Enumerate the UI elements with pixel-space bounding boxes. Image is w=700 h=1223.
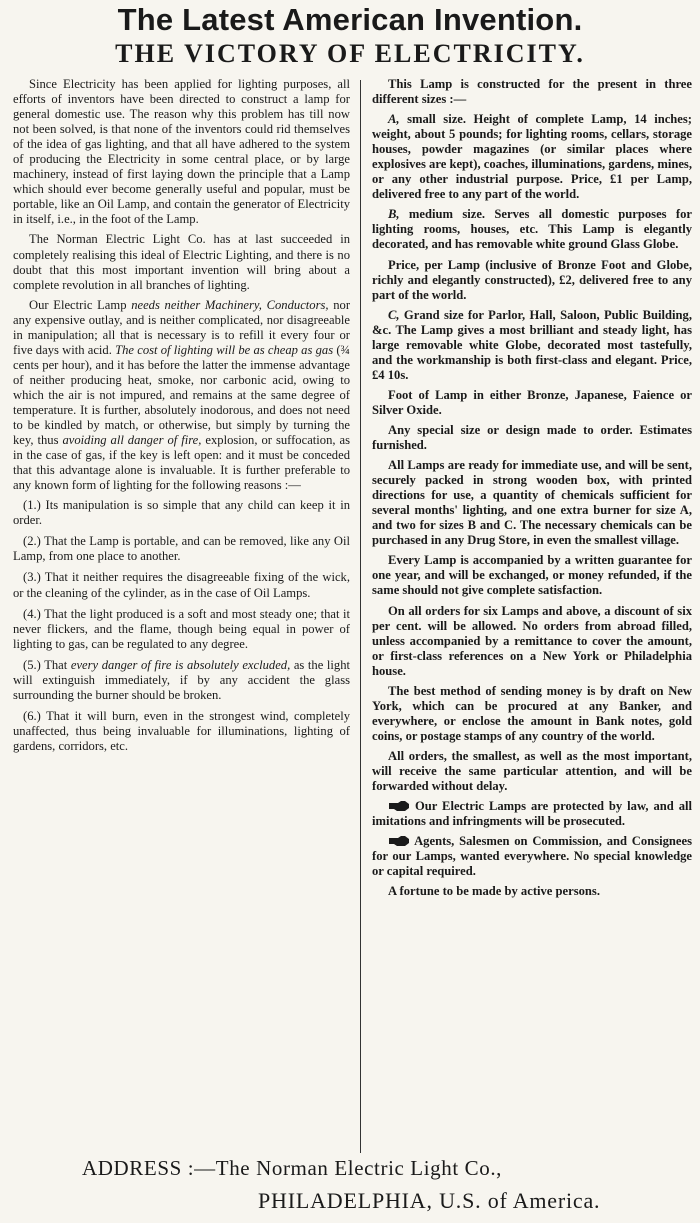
reason-3: (3.) That it neither requires the disagreeable fixing of the wick, or the cleaning of the cylinder, as in the case of Oil Lamps.	[13, 570, 350, 600]
reason-1: (1.) Its manipulation is so simple that any child can keep it in order.	[13, 498, 350, 528]
lamp-description-paragraph: Our Electric Lamp needs neither Machinery, Conductors, nor any expensive outlay, and is neither complicated, nor disagreeable in manipulation; all that is necessary is to refill it every four or five days with acid. The cost of lighting will be as cheap as gas (¾ cents per hour), and it has before the latter the immense advantage of neither producing heat, smoke, nor carbonic acid, owing to which the air is not impured, and remains at the same degree of temperature. It is further, absolutely inodorous, and does not need to be kindled by match, or otherwise, but simply by turning the key, thus avoiding all danger of fire, explosion, or suffocation, as in the case of gas, if the key is left open: and it must be conceded that this advantage alone is invaluable. It is further preferable to any known form of lighting for the following reasons :—	[13, 297, 351, 493]
address-line-2: PHILADELPHIA, U.S. of America.	[258, 1188, 601, 1213]
orders-info: All orders, the smallest, as well as the most important, will receive the same particular attention, and will be forwarded without delay.	[372, 748, 692, 794]
address-line-1: ADDRESS :—The Norman Electric Light Co.,	[82, 1156, 503, 1180]
right-column	[372, 77, 692, 904]
fortune-line: A fortune to be made by active persons.	[388, 884, 600, 899]
subheadline: THE VICTORY OF ELECTRICITY.	[115, 39, 585, 68]
column-divider	[360, 80, 361, 1153]
discount-info: On all orders for six Lamps and above, a discount of six per cent. will be allowed. No orders from abroad filled, unless accompanied by a remittance to cover the amount, or first-class references on a New York or Philadelphia house.	[372, 603, 692, 678]
pointing-hand-icon	[388, 834, 410, 848]
company-claim-paragraph: The Norman Electric Light Co. has at last succeeded in completely realising this ideal of Electric Lighting, and there is no doubt that this most important invention will bring about a complete revolution in all branches of lighting.	[13, 232, 350, 292]
shipping-info: All Lamps are ready for immediate use, and will be sent, securely packed in strong wooden box, with printed directions for use, a quantity of chemicals sufficient for several months' lighting, and one extra burner for size A, and two for sizes B and C. The necessary chemicals can be purchased in any Drug Store, in even the smallest village.	[372, 458, 692, 548]
size-a-paragraph: A, small size. Height of complete Lamp, 14 inches; weight, about 5 pounds; for lighting rooms, cellars, storage houses, powder magazines (or similar places where explosives are kept), coaches, illuminations, gardens, mines, or any other industrial purpose. Price, £1 per Lamp, delivered free to any part of the world.	[372, 112, 692, 202]
headline: The Latest American Invention.	[117, 2, 583, 37]
reason-2: (2.) That the Lamp is portable, and can be removed, like any Oil Lamp, from one place to another.	[13, 534, 350, 564]
reason-6: (6.) That it will burn, even in the strongest wind, completely unaffected, thus being invaluable for illuminations, lighting of gardens, corridors, etc.	[13, 708, 350, 753]
left-column	[13, 77, 350, 760]
intro-paragraph: Since Electricity has been applied for lighting purposes, all efforts of inventors have been directed to construct a lamp for general domestic use. The reason why this problem has till now not been solved, is that none of the inventors could rid themselves of the idea of gas lighting, and that all have adhered to the system of producing the Electricity in some central place, or by large machinery, instead of first laying down the principle that a Lamp which should ever become generally useful and popular, must be portable, like an Oil Lamp, and contain the generator of Electricity in itself, i.e., in the foot of the Lamp.	[13, 77, 350, 227]
reason-5: (5.) That every danger of fire is absolutely excluded, as the light will extinguish immediately, if by any accident the glass surrounding the burner should be broken.	[13, 657, 350, 702]
special-orders: Any special size or design made to order. Estimates furnished.	[372, 422, 692, 453]
reason-4: (4.) That the light produced is a soft and most steady one; that it never flickers, and the flame, though being equal in power of lighting to gas, can be regulated to any degree.	[13, 606, 350, 651]
size-b-paragraph: B, medium size. Serves all domestic purposes for lighting rooms, houses, etc. This Lamp is elegantly decorated, and has removable white ground Glass Globe.	[372, 207, 692, 252]
size-b-price: Price, per Lamp (inclusive of Bronze Foot and Globe, richly and elegantly constructed), £2, delivered free to any part of the world.	[372, 257, 692, 302]
size-c-paragraph: C, Grand size for Parlor, Hall, Saloon, Public Building, &c. The Lamp gives a most brilliant and steady light, has large removable white Globe, decorated most tastefully, and the workmanship is both first-class and elegant. Price, £4 10s.	[372, 307, 692, 382]
sizes-intro: This Lamp is constructed for the present in three different sizes :—	[372, 77, 692, 107]
foot-options: Foot of Lamp in either Bronze, Japanese, Faience or Silver Oxide.	[372, 387, 692, 417]
protection-notice: Our Electric Lamps are protected by law, and all imitations and infringments will be prosecuted.	[372, 799, 692, 829]
guarantee-info: Every Lamp is accompanied by a written guarantee for one year, and will be exchanged, or money refunded, if the same should not give complete satisfaction.	[372, 553, 692, 598]
pointing-hand-icon	[388, 799, 410, 813]
payment-info: The best method of sending money is by draft on New York, which can be procured at any Banker, and everywhere, or enclose the amount in Bank notes, gold coins, or postage stamps of any country of the world.	[372, 683, 692, 743]
agents-wanted: Agents, Salesmen on Commission, and Consignees for our Lamps, wanted everywhere. No special knowledge or capital required.	[372, 834, 692, 879]
